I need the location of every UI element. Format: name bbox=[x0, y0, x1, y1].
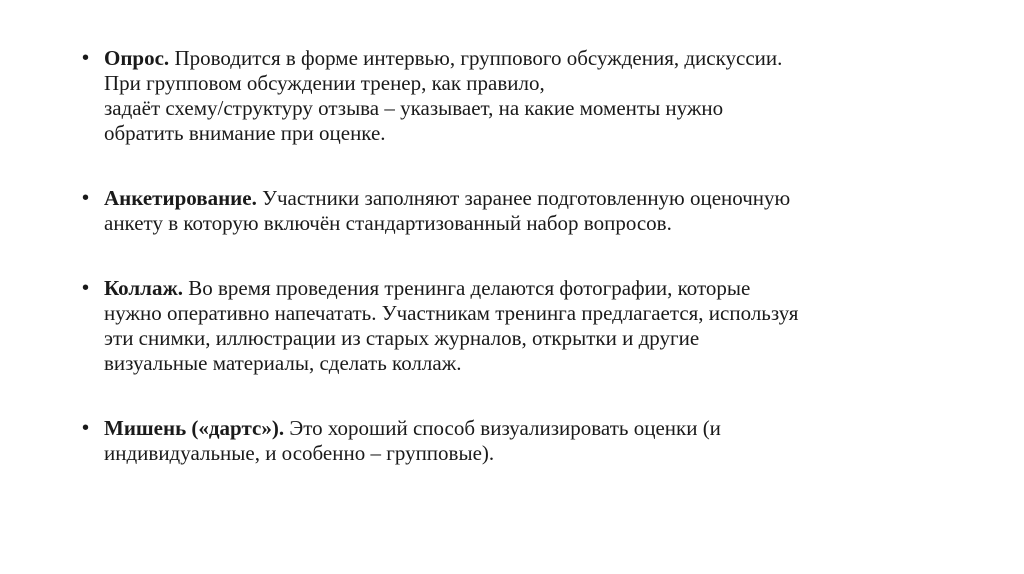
item-text: нужно оперативно напечатать. Участникам тренинга предлагается, используя bbox=[104, 301, 799, 325]
item-text: обратить внимание при оценке. bbox=[104, 121, 386, 145]
item-text: задаёт схему/структуру отзыва – указывает, на какие моменты нужно bbox=[104, 96, 724, 120]
item-term: Анкетирование. bbox=[104, 186, 257, 210]
item-text: Участники заполняют заранее подготовленную оценочную bbox=[256, 186, 791, 210]
item-first-line bbox=[104, 276, 982, 301]
item-text: Проводится в форме интервью, группового обсуждения, дискуссии. bbox=[169, 46, 783, 70]
list-item-questionnaire bbox=[82, 186, 982, 236]
item-text: индивидуальные, и особенно – групповые). bbox=[104, 441, 495, 465]
item-text: визуальные материалы, сделать коллаж. bbox=[104, 351, 462, 375]
item-text: При групповом обсуждении тренер, как правило, bbox=[104, 71, 545, 95]
item-first-line bbox=[104, 186, 982, 211]
evaluation-methods-list bbox=[82, 46, 982, 506]
list-item-survey bbox=[82, 46, 982, 146]
item-term: Мишень («дартс»). bbox=[104, 416, 285, 440]
item-term: Опрос. bbox=[104, 46, 170, 70]
item-text: анкету в которую включён стандартизованный набор вопросов. bbox=[104, 211, 672, 235]
item-text: Это хороший способ визуализировать оценки (и bbox=[284, 416, 721, 440]
list-item-collage bbox=[82, 276, 982, 376]
item-first-line bbox=[104, 46, 982, 71]
bullet-icon: • bbox=[82, 417, 90, 439]
bullet-icon: • bbox=[82, 277, 90, 299]
item-term: Коллаж. bbox=[104, 276, 183, 300]
bullet-icon: • bbox=[82, 187, 90, 209]
list-item-target bbox=[82, 416, 982, 466]
item-text: Во время проведения тренинга делаются фотографии, которые bbox=[182, 276, 751, 300]
item-text: эти снимки, иллюстрации из старых журналов, открытки и другие bbox=[104, 326, 700, 350]
item-first-line bbox=[104, 416, 982, 441]
bullet-icon: • bbox=[82, 47, 90, 69]
